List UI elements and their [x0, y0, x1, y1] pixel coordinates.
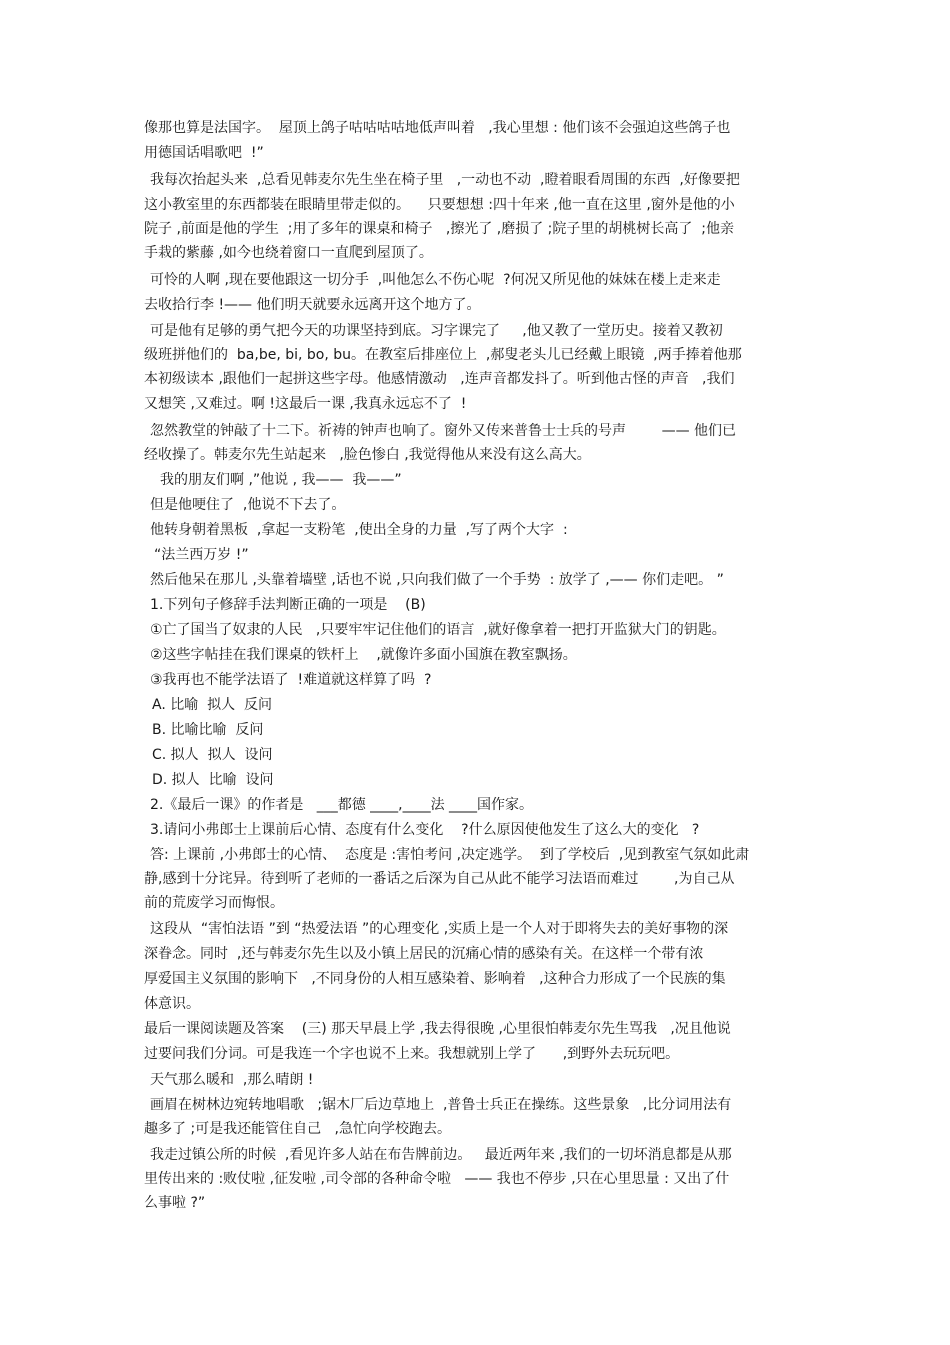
text-line: ②这些字帖挂在我们课桌的铁杆上 ,就像许多面小国旗在教室飘扬。: [150, 647, 577, 663]
text-line: 他转身朝着黑板 ,拿起一支粉笔 ,使出全身的力量 ,写了两个大字 :: [150, 522, 568, 538]
text-line: 可怜的人啊 ,现在要他跟这一切分手 ,叫他怎么不伤心呢 ?何况又所见他的妹妹在楼上走来走: [150, 272, 721, 288]
text-line: 手栽的紫藤 ,如今也绕着窗口一直爬到屋顶了。: [144, 245, 433, 261]
text-line: 趣多了 ;可是我还能管住自己 ,急忙向学校跑去。: [144, 1121, 451, 1137]
section-heading: 最后一课阅读题及答案 (三) 那天早晨上学 ,我去得很晚 ,心里很怕韩麦尔先生骂我 ,况且他说: [144, 1021, 731, 1037]
text-line: 前的荒废学习而悔恨。: [144, 895, 284, 911]
text-line: 院子 ,前面是他的学生 ;用了多年的课桌和椅子 ,擦光了 ,磨损了 ;院子里的胡桃树长高了 ;他亲: [144, 221, 735, 237]
text-line: 这段从 “害怕法语 ”到 “热爱法语 ”的心理变化 ,实质上是一个人对于即将失去的美好事物的深: [150, 921, 729, 937]
text-line: 级班拼他们的 ba,be, bi, bo, bu。在教室后排座位上 ,郝叟老头儿已经戴上眼镜 ,两手捧着他那: [144, 347, 742, 363]
answer-text: 答: 上课前 ,小弗郎士的心情、 态度是 :害怕考问 ,决定逃学。 到了学校后 ,见到教室气氛如此肃: [150, 847, 750, 863]
question-1: 1.下列句子修辞手法判断正确的一项是 (B): [150, 597, 426, 613]
text-line: 里传出来的 :败仗啦 ,征发啦 ,司令部的各种命令啦 —— 我也不停步 ,只在心里思量 : 又出了什: [144, 1171, 730, 1187]
option-c: C. 拟人 拟人 设问: [152, 747, 273, 763]
text-line: 我的朋友们啊 ,”他说 , 我—— 我——”: [160, 472, 402, 488]
text-line: 忽然教堂的钟敲了十二下。祈祷的钟声也响了。窗外又传来普鲁士士兵的号声 —— 他们已: [150, 423, 737, 439]
text-line: 厚爱国主义氛围的影响下 ,不同身份的人相互感染着、影响着 ,这种合力形成了一个民族的集: [144, 971, 726, 987]
text-line: 去收拾行李 !—— 他们明天就要永远离开这个地方了。: [144, 297, 481, 313]
text-line: 深眷念。同时 ,还与韩麦尔先生以及小镇上居民的沉痛心情的感染有关。在这样一个带有浓: [144, 946, 704, 962]
text-line: 然后他呆在那儿 ,头靠着墙壁 ,话也不说 ,只向我们做了一个手势 : 放学了 ,—— 你们走吧。 ”: [150, 572, 724, 588]
text-line: ③我再也不能学法语了 !难道就这样算了吗 ?: [150, 672, 432, 688]
option-b: B. 比喻比喻 反问: [152, 722, 264, 738]
text-line: 天气那么暖和 ,那么晴朗 !: [150, 1072, 314, 1088]
text-line: 用德国话唱歌吧 !”: [144, 145, 264, 161]
text-line: 我每次抬起头来 ,总看见韩麦尔先生坐在椅子里 ,一动也不动 ,瞪着眼看周围的东西 ,好像要把: [150, 172, 740, 188]
text-line: 像那也算是法国字。 屋顶上鸽子咕咕咕咕地低声叫着 ,我心里想 : 他们该不会强迫这些鸽子也: [144, 120, 731, 136]
text-line: 可是他有足够的勇气把今天的功课坚持到底。习字课完了 ,他又教了一堂历史。接着又教初: [150, 323, 723, 339]
question-3: 3.请问小弗郎士上课前后心情、态度有什么变化 ?什么原因使他发生了这么大的变化 ?: [150, 822, 700, 838]
option-d: D. 拟人 比喻 设问: [152, 772, 274, 788]
text-line: 我走过镇公所的时候 ,看见许多人站在布告牌前边。 最近两年来 ,我们的一切坏消息都是从那: [150, 1147, 732, 1163]
text-line: 体意识。: [144, 996, 200, 1012]
text-line: 过要问我们分词。可是我连一个字也说不上来。我想就别上学了 ,到野外去玩玩吧。: [144, 1046, 680, 1062]
question-2: 2.《最后一课》的作者是 ___都德 ____,____法 ____国作家。: [150, 797, 534, 813]
text-line: 又想笑 ,又难过。啊 !这最后一课 ,我真永远忘不了 !: [144, 396, 467, 412]
text-line: 画眉在树林边宛转地唱歌 ;锯木厂后边草地上 ,普鲁士兵正在操练。这些景象 ,比分词用法有: [150, 1097, 732, 1113]
option-a: A. 比喻 拟人 反问: [152, 697, 273, 713]
text-line: 么事啦 ?”: [144, 1195, 206, 1211]
text-line: 这小教室里的东西都装在眼睛里带走似的。 只要想想 :四十年来 ,他一直在这里 ,窗外是他的小: [144, 197, 735, 213]
text-line: 经收操了。韩麦尔先生站起来 ,脸色惨白 ,我觉得他从来没有这么高大。: [144, 447, 591, 463]
text-line: 但是他哽住了 ,他说不下去了。: [150, 497, 346, 513]
text-line: ①亡了国当了奴隶的人民 ,只要牢牢记住他们的语言 ,就好像拿着一把打开监狱大门的钥匙。: [150, 622, 726, 638]
text-line: 本初级读本 ,跟他们一起拼这些字母。他感情激动 ,连声音都发抖了。听到他古怪的声音 ,我们: [144, 371, 735, 387]
text-line: 静,感到十分诧异。待到听了老师的一番话之后深为自己从此不能学习法语而难过 ,为自己从: [144, 871, 735, 887]
text-line: “法兰西万岁 !”: [154, 547, 249, 563]
